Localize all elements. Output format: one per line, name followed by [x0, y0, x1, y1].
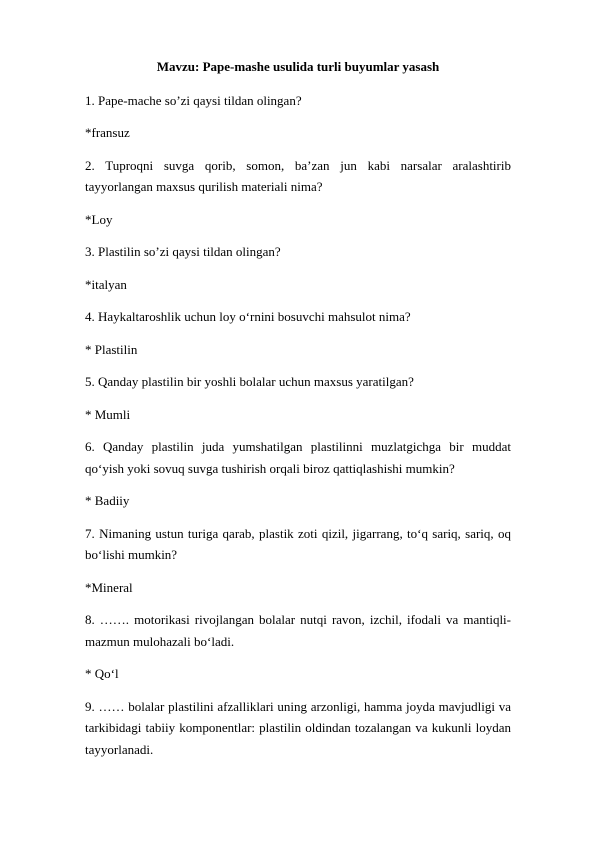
question-8: 8. ……. motorikasi rivojlangan bolalar nutqi ravon, izchil, ifodali va mantiqli-mazmun mulohazali bo‘ladi.	[85, 612, 511, 649]
question-3: 3. Plastilin so’zi qaysi tildan olingan?	[85, 244, 281, 259]
question-6: 6. Qanday plastilin juda yumshatilgan plastilinni muzlatgichga bir muddat qo‘yish yoki sovuq suvga tushirish orqali biroz qattiqlashishi mumkin?	[85, 439, 511, 476]
answer-5: * Mumli	[85, 406, 131, 422]
answer-6: * Badiiy	[85, 493, 130, 508]
answer-7: *Mineral	[85, 579, 133, 595]
question-4: 4. Haykaltaroshlik uchun loy o‘rnini bosuvchi mahsulot nima?	[85, 309, 411, 324]
question-1: 1. Pape-mache so’zi qaysi tildan olingan?	[85, 92, 302, 108]
answer-4: * Plastilin	[85, 341, 138, 357]
answer-1: *fransuz	[85, 125, 130, 140]
question-9: 9. …… bolalar plastilini afzalliklari uning arzonligi, hamma joyda mavjudligi va tarkibidagi tabiiy komponentlar: plastilin oldindan tozalangan va kukunli loydan tayyorlanadi.	[85, 698, 511, 757]
question-2: 2. Tuproqni suvga qorib, somon, ba’zan jun kabi narsalar aralashtirib tayyorlangan maxsus qurilish materiali nima?	[85, 157, 511, 194]
question-7: 7. Nimaning ustun turiga qarab, plastik zoti qizil, jigarrang, to‘q sariq, sariq, oq bo‘lishi mumkin?	[85, 525, 511, 562]
document-page	[85, 56, 511, 771]
answer-8: * Qo‘l	[85, 666, 119, 681]
answer-3: *italyan	[85, 276, 127, 292]
answer-2: *Loy	[85, 211, 113, 227]
question-5: 5. Qanday plastilin bir yoshli bolalar uchun maxsus yaratilgan?	[85, 374, 414, 389]
document-title: Mavzu: Pape-mashe usulida turli buyumlar yasash	[156, 59, 440, 74]
